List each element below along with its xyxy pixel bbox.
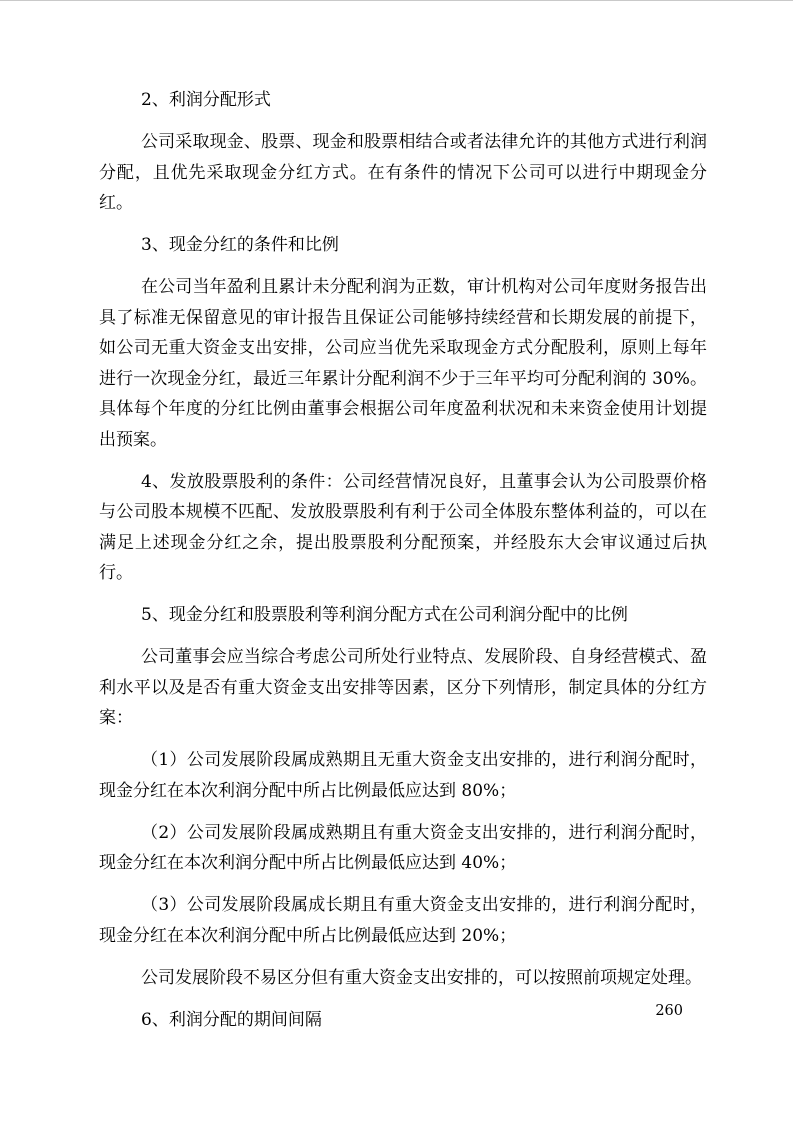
paragraph: 公司董事会应当综合考虑公司所处行业特点、发展阶段、自身经营模式、盈利水平以及是否有重大资金支出安排等因素，区分下列情形，制定具体的分红方案： [99,647,707,728]
section-heading: 2、利润分配形式 [141,90,271,110]
paragraph: 公司采取现金、股票、现金和股票相结合或者法律允许的其他方式进行利润分配，且优先采取现金分红方式。在有条件的情况下公司可以进行中期现金分红。 [99,132,707,213]
document-body [99,85,707,1047]
paragraph: 4、发放股票股利的条件：公司经营情况良好，且董事会认为公司股票价格与公司股本规模不匹配、发放股票股利有利于公司全体股东整体利益的，可以在满足上述现金分红之余，提出股票股利分配预案，并经股东大会审议通过后执行。 [99,471,707,583]
list-item: （1）公司发展阶段属成熟期且无重大资金支出安排的，进行利润分配时，现金分红在本次利润分配中所占比例最低应达到 80%； [99,750,707,801]
section-heading: 5、现金分红和股票股利等利润分配方式在公司利润分配中的比例 [141,605,628,625]
section-heading: 6、利润分配的期间间隔 [141,1009,322,1030]
list-item: （2）公司发展阶段属成熟期且有重大资金支出安排的，进行利润分配时，现金分红在本次利润分配中所占比例最低应达到 40%； [99,822,707,873]
page-number: 260 [655,1003,683,1019]
list-item: （3）公司发展阶段属成长期且有重大资金支出安排的，进行利润分配时，现金分红在本次利润分配中所占比例最低应达到 20%； [99,895,707,946]
paragraph: 在公司当年盈利且累计未分配利润为正数，审计机构对公司年度财务报告出具了标准无保留意见的审计报告且保证公司能够持续经营和长期发展的前提下，如公司无重大资金支出安排，公司应当优先采取现金方式分配股利，原则上每年进行一次现金分红，最近三年累计分配利润不少于三年平均可分配利润的 30%。具体每个年度的分红比例由董事会根据公司年度盈利状况和未来资金使用计划提出预案。 [99,277,707,450]
section-heading: 3、现金分红的条件和比例 [141,235,339,255]
paragraph: 公司发展阶段不易区分但有重大资金支出安排的，可以按照前项规定处理。 [141,967,702,988]
